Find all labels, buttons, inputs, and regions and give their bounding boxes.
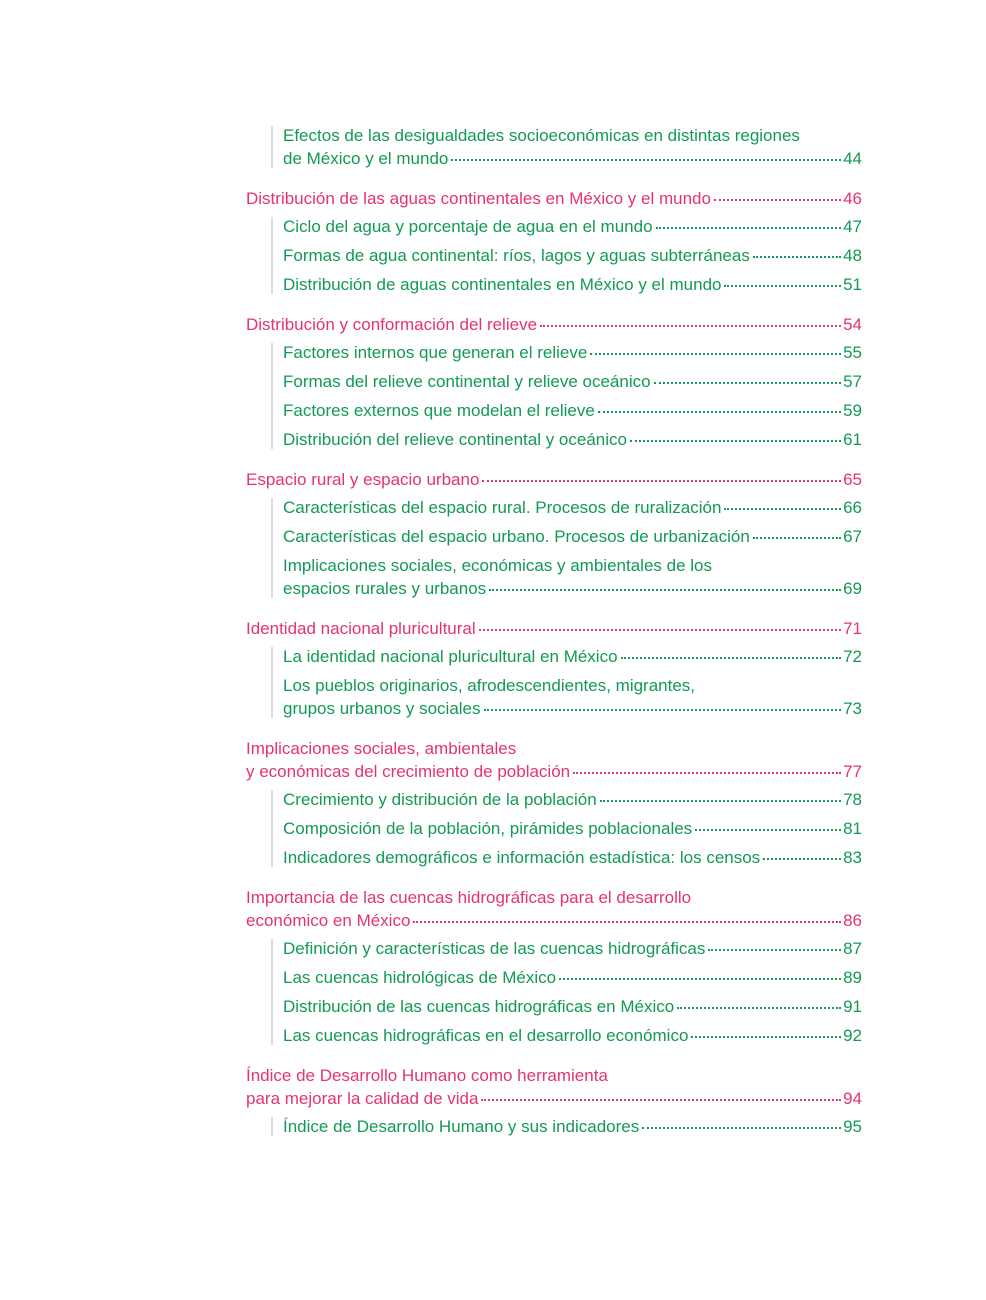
toc-entry[interactable] xyxy=(283,846,862,869)
dot-leader xyxy=(621,657,842,659)
entry-text: Implicaciones sociales, económicas y ambientales de los xyxy=(283,556,712,575)
subsection-list xyxy=(271,124,862,170)
page-number: 92 xyxy=(843,1026,862,1045)
entry-line xyxy=(283,674,862,697)
page-number: 47 xyxy=(843,217,862,236)
toc-entry[interactable] xyxy=(283,341,862,364)
subsection-list xyxy=(271,215,862,296)
page-number: 83 xyxy=(843,848,862,867)
section-heading[interactable] xyxy=(246,617,862,640)
entry-text: Los pueblos originarios, afrodescendientes, migrantes, xyxy=(283,676,696,695)
section-heading[interactable] xyxy=(246,886,862,932)
toc-entry[interactable] xyxy=(283,124,862,170)
entry-text: Composición de la población, pirámides poblacionales xyxy=(283,819,693,838)
entry-line xyxy=(283,817,862,840)
dot-leader xyxy=(540,325,841,327)
page-number: 86 xyxy=(843,911,862,930)
page-number: 69 xyxy=(843,579,862,598)
toc-entry[interactable] xyxy=(283,273,862,296)
page-number: 44 xyxy=(843,149,862,168)
entry-text: Características del espacio rural. Procesos de ruralización xyxy=(283,498,722,517)
heading-line xyxy=(246,468,862,491)
dot-leader xyxy=(753,537,841,539)
subsection-list xyxy=(271,341,862,451)
dot-leader xyxy=(763,858,841,860)
entry-line xyxy=(283,147,862,170)
section-heading[interactable] xyxy=(246,313,862,336)
entry-line xyxy=(283,846,862,869)
page-number: 77 xyxy=(843,762,862,781)
toc-entry[interactable] xyxy=(283,525,862,548)
entry-text: económico en México xyxy=(246,911,411,930)
page-number: 66 xyxy=(843,498,862,517)
toc-section xyxy=(246,1064,862,1138)
toc-entry[interactable] xyxy=(283,215,862,238)
heading-line xyxy=(246,187,862,210)
entry-text: de México y el mundo xyxy=(283,149,449,168)
section-heading[interactable] xyxy=(246,1064,862,1110)
page-number: 59 xyxy=(843,401,862,420)
page-number: 51 xyxy=(843,275,862,294)
toc-entry[interactable] xyxy=(283,370,862,393)
heading-line xyxy=(246,909,862,932)
subsection-list xyxy=(271,496,862,600)
page-number: 95 xyxy=(843,1117,862,1136)
page-number: 89 xyxy=(843,968,862,987)
entry-line xyxy=(283,995,862,1018)
toc-section xyxy=(246,124,862,170)
dot-leader xyxy=(479,629,841,631)
toc-section xyxy=(246,313,862,451)
entry-text: Definición y características de las cuencas hidrográficas xyxy=(283,939,706,958)
toc-entry[interactable] xyxy=(283,244,862,267)
entry-text: Distribución de aguas continentales en México y el mundo xyxy=(283,275,722,294)
entry-line xyxy=(283,244,862,267)
heading-line xyxy=(246,313,862,336)
page-number: 61 xyxy=(843,430,862,449)
heading-line xyxy=(246,886,862,909)
entry-text: Características del espacio urbano. Procesos de urbanización xyxy=(283,527,750,546)
entry-line xyxy=(283,215,862,238)
heading-line xyxy=(246,1087,862,1110)
heading-line xyxy=(246,760,862,783)
toc-entry[interactable] xyxy=(283,1024,862,1047)
page-number: 46 xyxy=(843,189,862,208)
dot-leader xyxy=(691,1036,841,1038)
dot-leader xyxy=(654,382,842,384)
dot-leader xyxy=(481,1099,841,1101)
toc-entry[interactable] xyxy=(283,937,862,960)
toc-entry[interactable] xyxy=(283,645,862,668)
entry-text: Índice de Desarrollo Humano y sus indicadores xyxy=(283,1117,640,1136)
page-number: 94 xyxy=(843,1089,862,1108)
page-number: 57 xyxy=(843,372,862,391)
entry-text: Implicaciones sociales, ambientales xyxy=(246,739,517,758)
toc-entry[interactable] xyxy=(283,554,862,600)
page-number: 48 xyxy=(843,246,862,265)
entry-line xyxy=(283,966,862,989)
subsection-list xyxy=(271,1115,862,1138)
entry-text: y económicas del crecimiento de población xyxy=(246,762,571,781)
toc-entry[interactable] xyxy=(283,674,862,720)
dot-leader xyxy=(598,411,841,413)
entry-line xyxy=(283,370,862,393)
entry-text: Importancia de las cuencas hidrográficas para el desarrollo xyxy=(246,888,692,907)
page-number: 81 xyxy=(843,819,862,838)
entry-text: para mejorar la calidad de vida xyxy=(246,1089,479,1108)
entry-text: Las cuencas hidrológicas de México xyxy=(283,968,557,987)
entry-text: Identidad nacional pluricultural xyxy=(246,619,476,638)
toc-entry[interactable] xyxy=(283,995,862,1018)
page-number: 72 xyxy=(843,647,862,666)
page-number: 65 xyxy=(843,470,862,489)
toc-section xyxy=(246,187,862,296)
page-number: 73 xyxy=(843,699,862,718)
toc-entry[interactable] xyxy=(283,817,862,840)
dot-leader xyxy=(482,480,841,482)
dot-leader xyxy=(724,508,841,510)
entry-line xyxy=(283,645,862,668)
page-number: 87 xyxy=(843,939,862,958)
entry-line xyxy=(283,399,862,422)
dot-leader xyxy=(677,1007,841,1009)
section-heading[interactable] xyxy=(246,737,862,783)
entry-line xyxy=(283,697,862,720)
heading-line xyxy=(246,1064,862,1087)
entry-line xyxy=(283,496,862,519)
subsection-list xyxy=(271,788,862,869)
entry-text: Formas de agua continental: ríos, lagos y aguas subterráneas xyxy=(283,246,750,265)
entry-line xyxy=(283,937,862,960)
toc-section xyxy=(246,886,862,1047)
dot-leader xyxy=(600,800,841,802)
entry-text: Indicadores demográficos e información estadística: los censos xyxy=(283,848,761,867)
entry-text: Efectos de las desigualdades socioeconómicas en distintas regiones xyxy=(283,126,800,145)
dot-leader xyxy=(590,353,841,355)
entry-line xyxy=(283,1024,862,1047)
heading-line xyxy=(246,617,862,640)
toc-entry[interactable] xyxy=(283,966,862,989)
entry-text: Índice de Desarrollo Humano como herramienta xyxy=(246,1066,608,1085)
toc-entry[interactable] xyxy=(283,1115,862,1138)
page-number: 91 xyxy=(843,997,862,1016)
dot-leader xyxy=(484,709,842,711)
entry-text: espacios rurales y urbanos xyxy=(283,579,487,598)
page-number: 55 xyxy=(843,343,862,362)
entry-text: grupos urbanos y sociales xyxy=(283,699,481,718)
dot-leader xyxy=(489,589,841,591)
toc-entry[interactable] xyxy=(283,496,862,519)
entry-text: Ciclo del agua y porcentaje de agua en el mundo xyxy=(283,217,653,236)
entry-text: Crecimiento y distribución de la población xyxy=(283,790,597,809)
page-number: 54 xyxy=(843,315,862,334)
entry-text: Formas del relieve continental y relieve oceánico xyxy=(283,372,651,391)
entry-text: Distribución de las cuencas hidrográficas en México xyxy=(283,997,675,1016)
toc-section xyxy=(246,617,862,720)
toc-entry[interactable] xyxy=(283,428,862,451)
entry-line xyxy=(283,554,862,577)
dot-leader xyxy=(573,772,841,774)
toc-section xyxy=(246,737,862,869)
entry-line xyxy=(283,1115,862,1138)
entry-line xyxy=(283,124,862,147)
dot-leader xyxy=(695,829,841,831)
toc-entry[interactable] xyxy=(283,788,862,811)
dot-leader xyxy=(630,440,841,442)
entry-line xyxy=(283,428,862,451)
entry-line xyxy=(283,788,862,811)
entry-line xyxy=(283,577,862,600)
toc-section xyxy=(246,468,862,600)
dot-leader xyxy=(724,285,841,287)
dot-leader xyxy=(714,199,841,201)
entry-line xyxy=(283,341,862,364)
entry-line xyxy=(283,525,862,548)
entry-text: Factores externos que modelan el relieve xyxy=(283,401,595,420)
entry-line xyxy=(283,273,862,296)
dot-leader xyxy=(708,949,841,951)
dot-leader xyxy=(559,978,841,980)
subsection-list xyxy=(271,937,862,1047)
entry-text: Las cuencas hidrográficas en el desarrollo económico xyxy=(283,1026,689,1045)
dot-leader xyxy=(642,1127,841,1129)
toc-entry[interactable] xyxy=(283,399,862,422)
dot-leader xyxy=(451,159,841,161)
section-heading[interactable] xyxy=(246,187,862,210)
section-heading[interactable] xyxy=(246,468,862,491)
entry-text: La identidad nacional pluricultural en México xyxy=(283,647,618,666)
dot-leader xyxy=(656,227,842,229)
page-number: 78 xyxy=(843,790,862,809)
table-of-contents xyxy=(246,124,862,1155)
entry-text: Distribución y conformación del relieve xyxy=(246,315,538,334)
entry-text: Distribución del relieve continental y oceánico xyxy=(283,430,627,449)
subsection-list xyxy=(271,645,862,720)
entry-text: Factores internos que generan el relieve xyxy=(283,343,588,362)
page-number: 71 xyxy=(843,619,862,638)
entry-text: Espacio rural y espacio urbano xyxy=(246,470,480,489)
page-number: 67 xyxy=(843,527,862,546)
entry-text: Distribución de las aguas continentales en México y el mundo xyxy=(246,189,711,208)
dot-leader xyxy=(753,256,841,258)
heading-line xyxy=(246,737,862,760)
dot-leader xyxy=(413,921,841,923)
